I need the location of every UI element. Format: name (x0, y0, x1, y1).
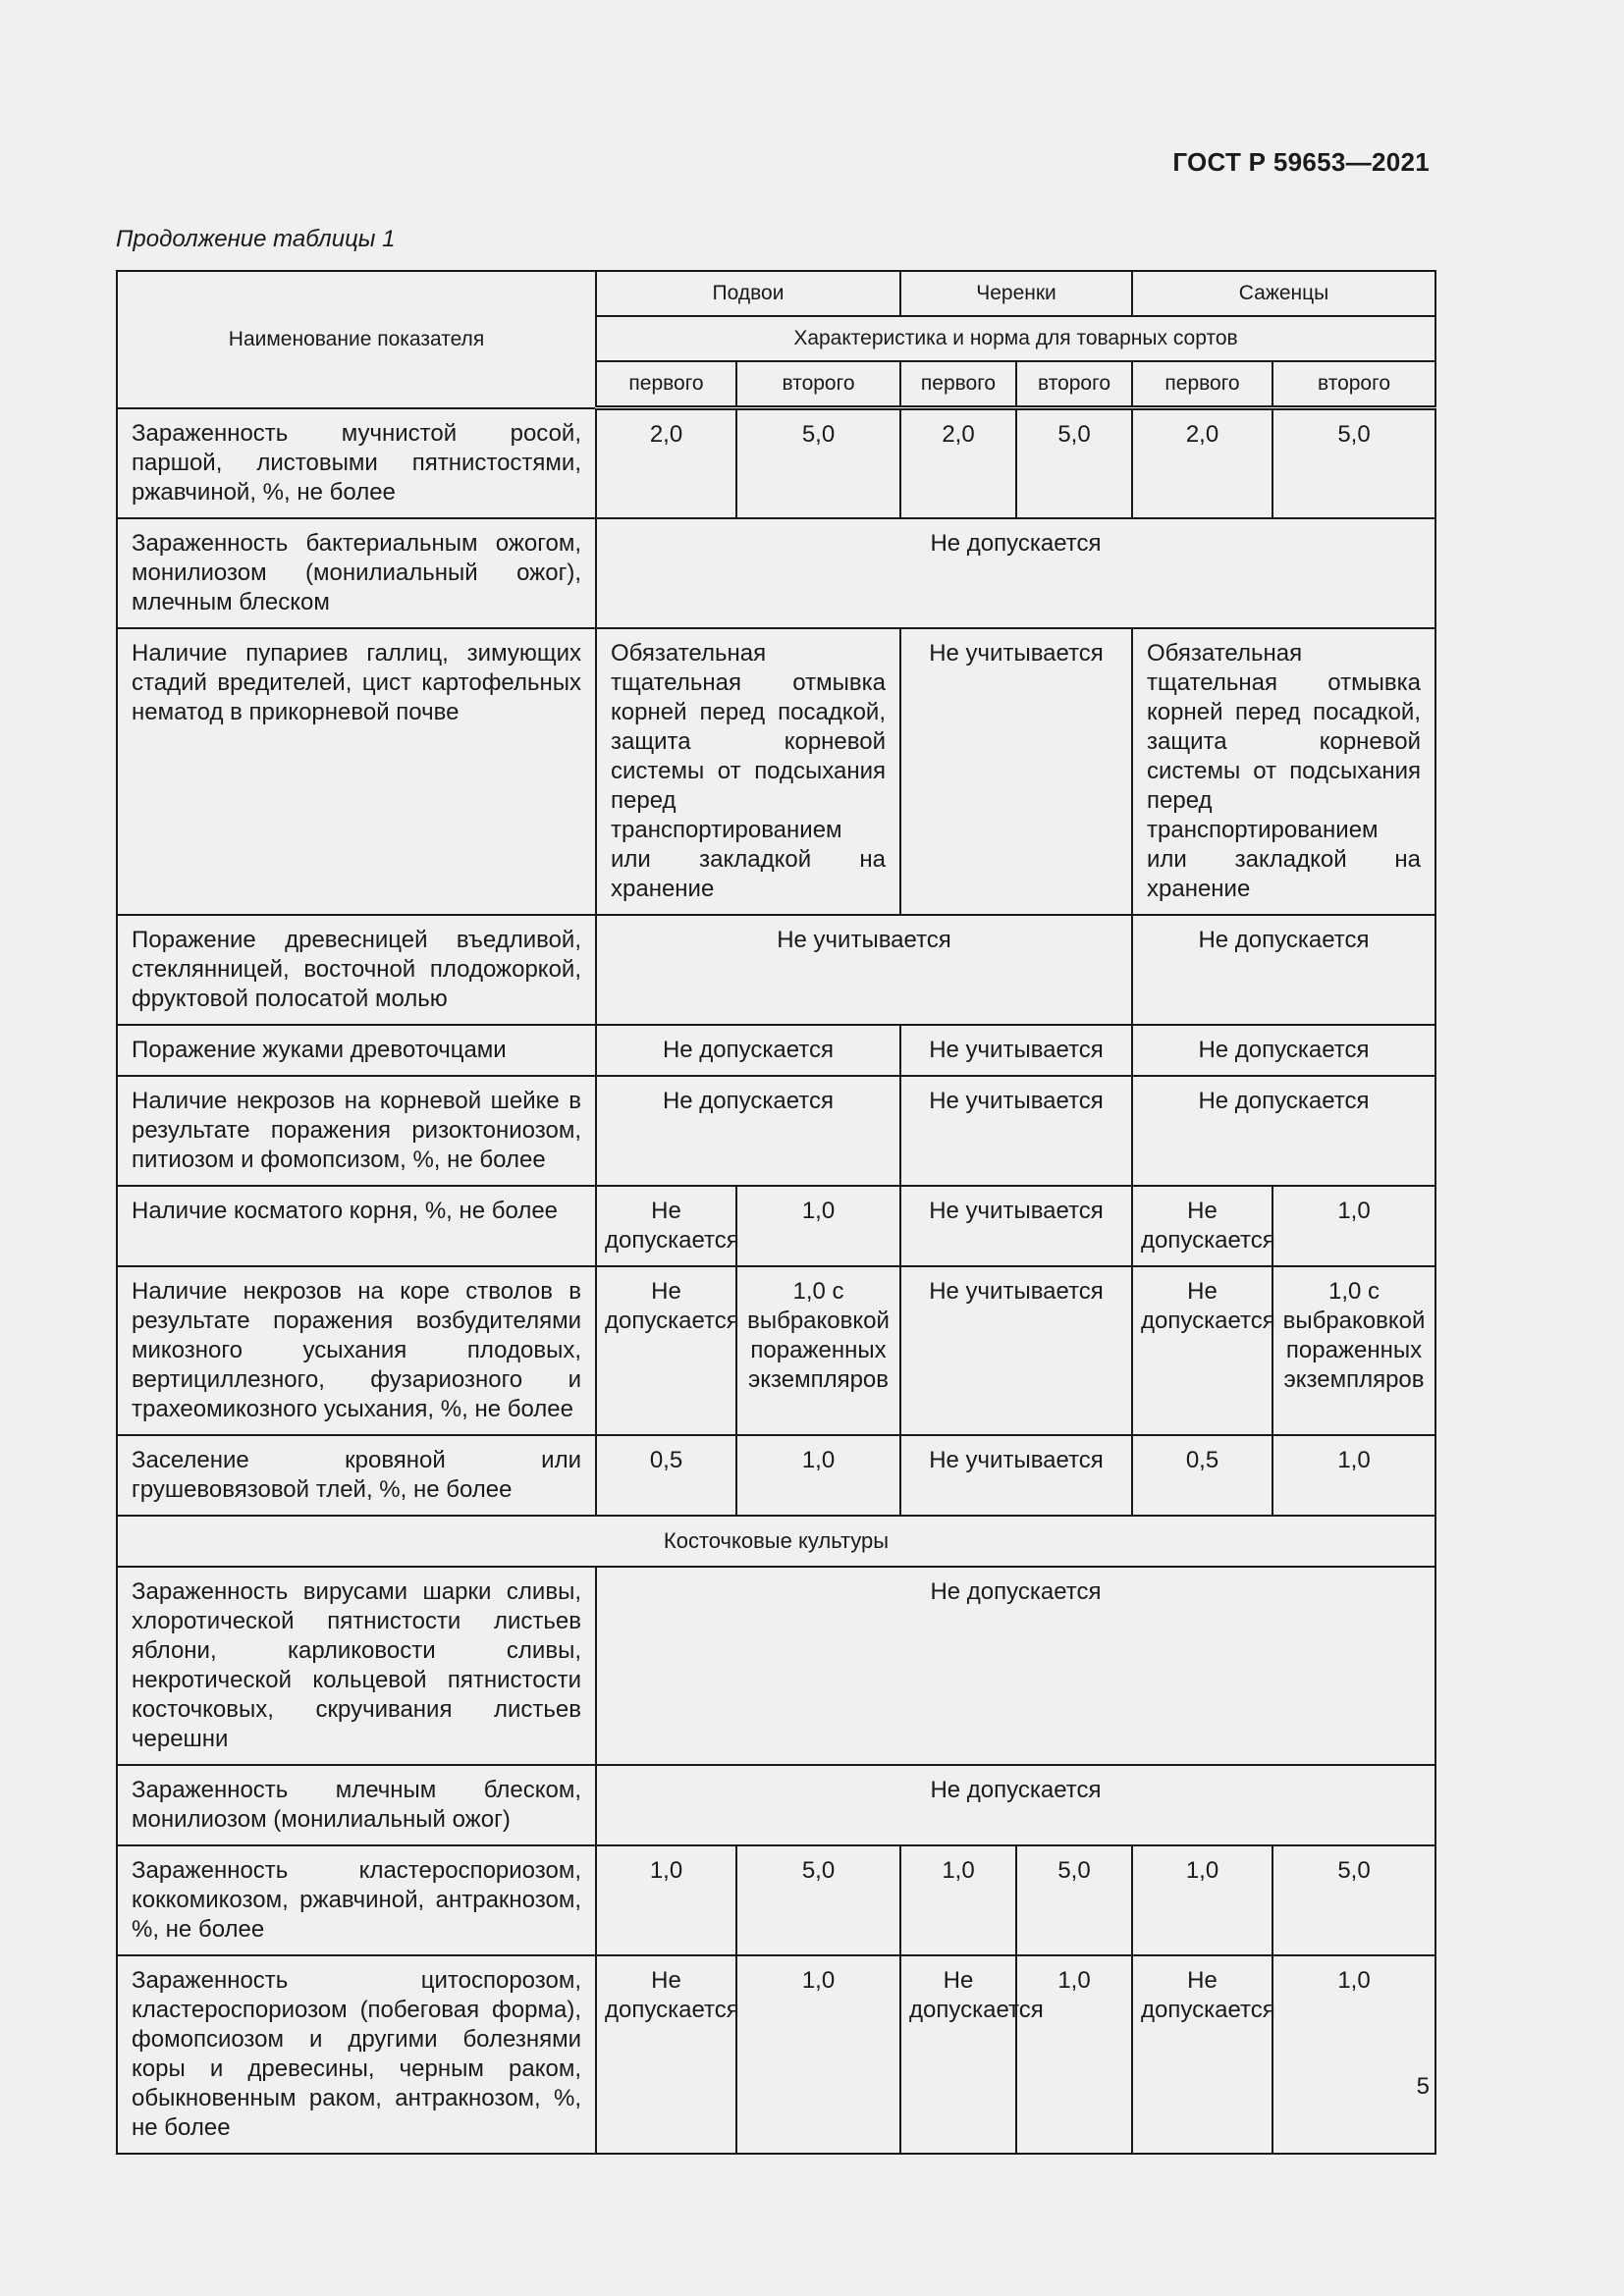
value-cell: Не допускается (1132, 1025, 1435, 1076)
page-number: 5 (1416, 2073, 1430, 2100)
value-cell: 1,0 (1016, 1955, 1132, 2154)
value-cell: 1,0 (1132, 1845, 1272, 1955)
indicator-name: Наличие косматого корня, %, не более (117, 1186, 596, 1266)
value-cell: Не допускается (1132, 1266, 1272, 1435)
table-row (117, 408, 1435, 518)
value-cell: 5,0 (1272, 408, 1435, 518)
value-cell: Не учитывается (900, 1076, 1132, 1186)
value-cell: 1,0 (1272, 1435, 1435, 1516)
value-cell: Обязательная тщательная отмывка корней перед посадкой, защита корневой системы от подсыхания перед транспортированием или закладкой на хранение (1132, 628, 1435, 915)
col-header-characteristic: Характеристика и норма для товарных сортов (596, 316, 1435, 361)
table-row (117, 1186, 1435, 1266)
value-cell: Не учитывается (900, 1266, 1132, 1435)
group-row (117, 1516, 1435, 1567)
table-row (117, 1076, 1435, 1186)
table-row (117, 1845, 1435, 1955)
value-cell: 0,5 (596, 1435, 736, 1516)
value-cell: Не допускается (596, 518, 1435, 628)
document-code: ГОСТ Р 59653—2021 (1172, 147, 1430, 177)
table-row (117, 1567, 1435, 1765)
indicator-name: Зараженность мучнистой росой, паршой, листовыми пятнистостями, ржавчиной, %, не более (117, 408, 596, 518)
grade-second: второго (1272, 361, 1435, 408)
value-cell: Не учитывается (596, 915, 1132, 1025)
value-cell: Не допускается (596, 1567, 1435, 1765)
indicator-name: Зараженность вирусами шарки сливы, хлоротической пятнистости листьев яблони, карликовости сливы, некротической кольцевой пятнистости косточковых, скручивания листьев черешни (117, 1567, 596, 1765)
col-header-cherenki: Черенки (900, 271, 1132, 316)
requirements-table (116, 270, 1436, 2155)
value-cell: 2,0 (1132, 408, 1272, 518)
value-cell: 5,0 (1016, 408, 1132, 518)
value-cell: 5,0 (1016, 1845, 1132, 1955)
table-row (117, 1765, 1435, 1845)
table-row (117, 1435, 1435, 1516)
grade-second: второго (1016, 361, 1132, 408)
value-cell: 1,0 с выбраковкой пораженных экземпляров (1272, 1266, 1435, 1435)
value-cell: Не допускается (596, 1266, 736, 1435)
indicator-name: Заселение кровяной или грушевовязовой тлей, %, не более (117, 1435, 596, 1516)
table-row (117, 915, 1435, 1025)
indicator-name: Наличие некрозов на корневой шейке в результате поражения ризоктониозом, питиозом и фомопсизом, %, не более (117, 1076, 596, 1186)
grade-second: второго (736, 361, 900, 408)
grade-first: первого (900, 361, 1016, 408)
group-title: Косточковые культуры (117, 1516, 1435, 1567)
value-cell: 0,5 (1132, 1435, 1272, 1516)
value-cell: 2,0 (596, 408, 736, 518)
table-caption: Продолжение таблицы 1 (116, 226, 396, 252)
value-cell: Не учитывается (900, 1025, 1132, 1076)
value-cell: Не допускается (596, 1025, 900, 1076)
value-cell: Не учитывается (900, 1186, 1132, 1266)
indicator-name: Зараженность кластероспориозом, коккомикозом, ржавчиной, антракнозом, %, не более (117, 1845, 596, 1955)
value-cell: 5,0 (736, 408, 900, 518)
value-cell: Не допускается (596, 1955, 736, 2154)
indicator-name: Зараженность цитоспорозом, кластероспориозом (побеговая форма), фомопсиозом и другими болезнями коры и древесины, черным раком, обыкновенным раком, антракнозом, %, не более (117, 1955, 596, 2154)
value-cell: Не допускается (596, 1186, 736, 1266)
value-cell: Не допускается (596, 1765, 1435, 1845)
value-cell: 5,0 (1272, 1845, 1435, 1955)
header-row-crops (117, 271, 1435, 316)
value-cell: 1,0 (1272, 1955, 1435, 2154)
value-cell: Не допускается (1132, 1076, 1435, 1186)
indicator-name: Зараженность млечным блеском, монилиозом (монилиальный ожог) (117, 1765, 596, 1845)
grade-first: первого (1132, 361, 1272, 408)
value-cell: Не учитывается (900, 628, 1132, 915)
value-cell: 1,0 с выбраковкой пораженных экземпляров (736, 1266, 900, 1435)
indicator-name: Наличие пупариев галлиц, зимующих стадий вредителей, цист картофельных нематод в прикорневой почве (117, 628, 596, 915)
table-row (117, 1266, 1435, 1435)
table-row (117, 1025, 1435, 1076)
value-cell: Не допускается (900, 1955, 1016, 2154)
value-cell: 1,0 (900, 1845, 1016, 1955)
value-cell: 5,0 (736, 1845, 900, 1955)
value-cell: 2,0 (900, 408, 1016, 518)
value-cell: Не учитывается (900, 1435, 1132, 1516)
table-row (117, 518, 1435, 628)
col-header-indicator: Наименование показателя (117, 271, 596, 408)
value-cell: 1,0 (736, 1955, 900, 2154)
col-header-podvoi: Подвои (596, 271, 900, 316)
indicator-name: Зараженность бактериальным ожогом, монилиозом (монилиальный ожог), млечным блеском (117, 518, 596, 628)
indicator-name: Поражение жуками древоточцами (117, 1025, 596, 1076)
value-cell: Не допускается (1132, 915, 1435, 1025)
grade-first: первого (596, 361, 736, 408)
indicator-name: Поражение древесницей въедливой, стеклянницей, восточной плодожоркой, фруктовой полосатой молью (117, 915, 596, 1025)
value-cell: Не допускается (596, 1076, 900, 1186)
table-row (117, 1955, 1435, 2154)
value-cell: 1,0 (596, 1845, 736, 1955)
table-row (117, 628, 1435, 915)
indicator-name: Наличие некрозов на коре стволов в результате поражения возбудителями микозного усыхания плодовых, вертициллезного, фузариозного и трахеомикозного усыхания, %, не более (117, 1266, 596, 1435)
value-cell: 1,0 (736, 1186, 900, 1266)
col-header-sazhentsy: Саженцы (1132, 271, 1435, 316)
value-cell: Не допускается (1132, 1186, 1272, 1266)
value-cell: 1,0 (1272, 1186, 1435, 1266)
value-cell: 1,0 (736, 1435, 900, 1516)
value-cell: Обязательная тщательная отмывка корней перед посадкой, защита корневой системы от подсыхания перед транспортированием или закладкой на хранение (596, 628, 900, 915)
value-cell: Не допускается (1132, 1955, 1272, 2154)
